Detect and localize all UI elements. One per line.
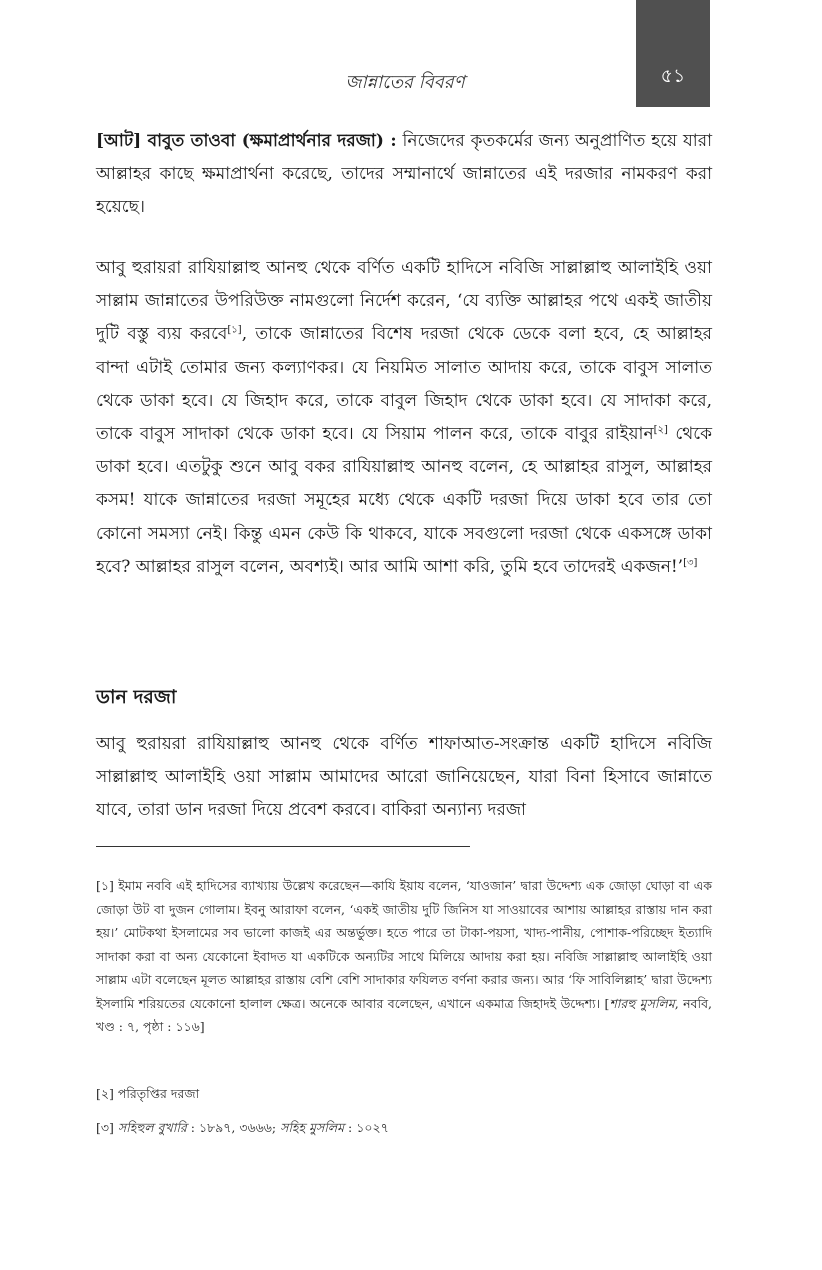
section-heading: ডান দরজা xyxy=(96,686,177,708)
footnote-marker: [৩] xyxy=(96,1120,114,1135)
footnote-ref-3[interactable]: [৩] xyxy=(683,557,698,569)
footnote-ref-1[interactable]: [১] xyxy=(227,324,242,336)
paragraph-lead: [আট] বাবুত তাওবা (ক্ষমাপ্রার্থনার দরজা) : xyxy=(96,131,397,151)
footnote-text: ইমাম নববি এই হাদিসের ব্যাখ্যায় উল্লেখ করেছেন—কাযি ইয়ায বলেন, ‘যাওজান’ দ্বারা উদ্দেশ্য এক জোড়া ঘোড়া বা এক জোড়া উট বা দুজন গোলাম। ইবনু আরাফা বলেন, ‘একই জাতীয় দুটি জিনিস যা সাওয়াবের আশায় আল্লাহর রাস্তায় দান করা হয়।’ মোটকথা ইসলামের সব ভালো কাজই এর অন্তর্ভুক্ত। হতে পারে তা টাকা-পয়সা, খাদ্য-পানীয়, পোশাক-পরিচ্ছেদ ইত্যাদি সাদাকা করা বা অন্য যেকোনো ইবাদত যা একটিকে অন্যটির সাথে মিলিয়ে আদায় করা হয়। নবিজি সাল্লাল্লাহু আলাইহি ওয়া সাল্লাম এটা বলেছেন মূলত আল্লাহর রাস্তায় বেশি বেশি সাদাকার ফযিলত বর্ণনা করার জন্য। আর ‘ফি সাবিলিল্লাহ’ দ্বারা উদ্দেশ্য ইসলামি শরিয়তের যেকোনো হালাল ক্ষেত্র। অনেকে আবার বলেছেন, এখানে একমাত্র জিহাদই উদ্দেশ্য। [ xyxy=(96,878,712,1011)
footnote-source-title: সহিহ মুসলিম xyxy=(280,1120,345,1135)
page-number-box xyxy=(636,0,710,107)
footnote-marker: [১] xyxy=(96,878,114,893)
paragraph-babut-tawba xyxy=(96,125,712,225)
footnote-ref-2[interactable]: [২] xyxy=(653,424,668,436)
footnote-source-rest: : ১৮৯৭, ৩৬৬৬; xyxy=(186,1120,281,1135)
footnote-divider xyxy=(96,846,470,847)
hadith-text-2: , তাকে জান্নাতের বিশেষ দরজা থেকে ডেকে বলা হবে, হে আল্লাহর বান্দা এটাই তোমার জন্য কল্যাণকর। যে নিয়মিত সালাত আদায় করে, তাকে বাবুস সালাত থেকে ডাকা হবে। যে জিহাদ করে, তাকে বাবুল জিহাদ থেকে ডাকা হবে। যে সাদাকা করে, তাকে বাবুস সাদাকা থেকে ডাকা হবে। যে সিয়াম পালন করে, তাকে বাবুর রাইয়ান xyxy=(96,324,712,445)
paragraph-right-door: আবু হুরায়রা রাযিয়াল্লাহু আনহু থেকে বর্ণিত শাফাআত-সংক্রান্ত একটি হাদিসে নবিজি সাল্লাল্লাহু আলাইহি ওয়া সাল্লাম আমাদের আরো জানিয়েছেন, যারা বিনা হিসাবে জান্নাতে যাবে, তারা ডান দরজা দিয়ে প্রবেশ করবে। বাকিরা অন্যান্য দরজা xyxy=(96,734,712,821)
footnote-source-title: শারহু মুসলিম xyxy=(609,995,675,1011)
footnote-1 xyxy=(96,874,712,1039)
page-number: ৫১ xyxy=(660,65,686,87)
footnote-3 xyxy=(96,1116,712,1140)
hadith-text-3: থেকে ডাকা হবে। এতটুকু শুনে আবু বকর রাযিয়াল্লাহু আনহু বলেন, হে আল্লাহর রাসুল, আল্লাহর কসম! যাকে জান্নাতের দরজা সমূহের মধ্যে থেকে একটি দরজা দিয়ে ডাকা হবে তার তো কোনো সমস্যা নেই। কিন্তু এমন কেউ কি থাকবে, যাকে সবগুলো দরজা থেকে একসঙ্গে ডাকা হবে? আল্লাহর রাসুল বলেন, অবশ্যই। আর আমি আশা করি, তুমি হবে তাদেরই একজন!’ xyxy=(96,424,712,577)
footnote-source-rest: , নববি, খণ্ড : ৭, পৃষ্ঠা : ১১৬] xyxy=(96,995,713,1034)
footnote-source-rest: : ১০২৭ xyxy=(344,1120,389,1135)
footnote-marker: [২] xyxy=(96,1086,114,1101)
footnote-source-title: সহিহুল বুখারি xyxy=(117,1120,187,1135)
footnote-text: পরিতৃপ্তির দরজা xyxy=(113,1086,200,1101)
footnote-2 xyxy=(96,1082,712,1106)
paragraph-text: নিজেদের কৃতকর্মের জন্য অনুপ্রাণিত হয়ে যারা আল্লাহর কাছে ক্ষমাপ্রার্থনা করেছে, তাদের সম্মানার্থে জান্নাতের এই দরজার নামকরণ করা হয়েছে। xyxy=(96,131,712,218)
running-header: জান্নাতের বিবরণ xyxy=(345,72,465,93)
hadith-text-1: আবু হুরায়রা রাযিয়াল্লাহু আনহু থেকে বর্ণিত একটি হাদিসে নবিজি সাল্লাল্লাহু আলাইহি ওয়া সাল্লাম জান্নাতের উপরিউক্ত নামগুলো নির্দেশ করেন, ‘যে ব্যক্তি আল্লাহর পথে একই জাতীয় দুটি বস্তু ব্যয় করবে xyxy=(96,258,712,345)
paragraph-hadith xyxy=(96,252,712,584)
